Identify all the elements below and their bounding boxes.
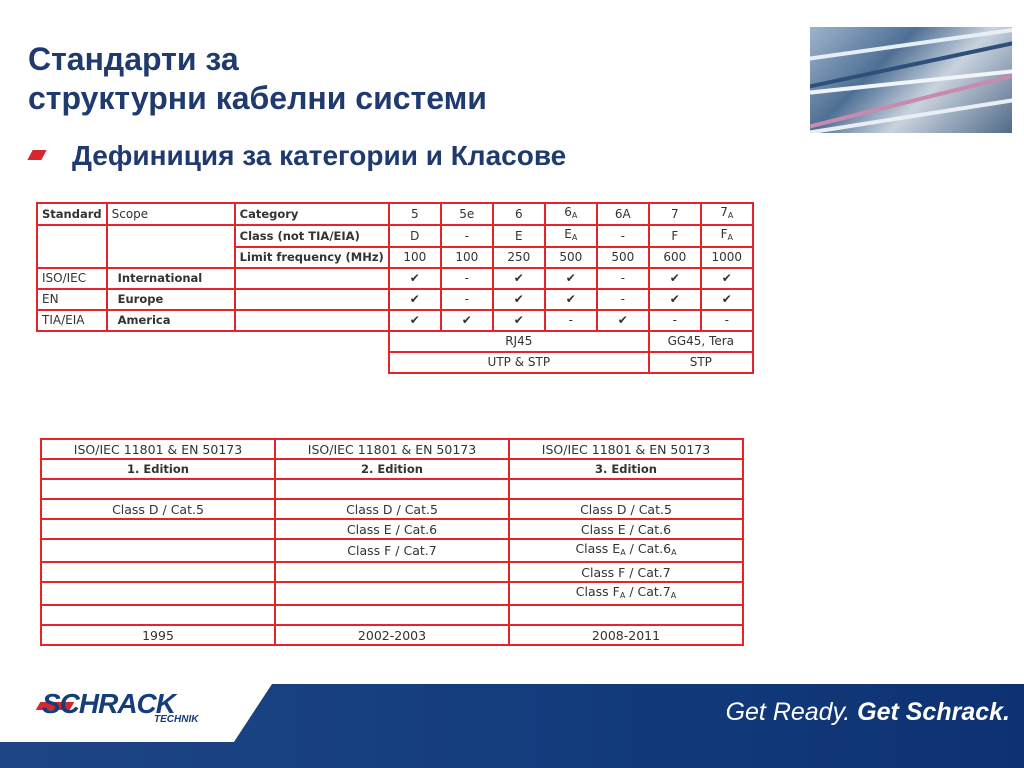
category-value: 6 [514,206,523,221]
edition-table [40,438,744,646]
category-sub: A [571,211,578,220]
standard-cell: ISO/IEC [37,268,107,289]
category-value: 5e [459,206,475,221]
cabling-photo [810,27,1012,133]
table-row [37,352,753,373]
standard-cell: EN [37,289,107,310]
cat-sub: A [671,548,677,557]
class-entry: Class F / Cat.7 [509,562,743,582]
support-mark: - [597,289,649,310]
class-entry: Class E / Cat.6 [275,519,509,539]
empty-cell [275,562,509,582]
empty-cell [509,479,743,499]
table-row [41,479,743,499]
empty-cell [41,605,275,625]
empty-cell [275,479,509,499]
edition-header: ISO/IEC 11801 & EN 50173 [41,439,275,459]
class-cell [441,225,493,247]
title-line-1: Стандарти за [28,41,239,77]
frequency-cell: 250 [493,247,545,268]
support-mark: - [649,310,701,331]
slogan [726,698,1010,727]
frequency-cell: 500 [545,247,597,268]
frequency-cell: 100 [441,247,493,268]
support-mark: ✔ [493,268,545,289]
support-mark: ✔ [493,289,545,310]
cable-cell: UTP & STP [389,352,649,373]
header-scope: Scope [107,203,235,225]
empty-cell [509,605,743,625]
year-cell: 1995 [41,625,275,645]
table-row [37,310,753,331]
category-cell [545,203,597,225]
logo-main-text: SCHRACK [42,688,175,719]
connector-cell: GG45, Tera [649,331,753,352]
class-sub: A [619,591,626,600]
class-value: - [464,228,469,243]
class-cell [597,225,649,247]
category-cell [493,203,545,225]
class-cell [389,225,441,247]
scope-cell: America [107,310,235,331]
class-value: - [620,228,625,243]
header-frequency: Limit frequency (MHz) [235,247,389,268]
support-mark: ✔ [545,289,597,310]
category-value: 7 [670,206,679,221]
table-row [37,289,753,310]
table-row [37,268,753,289]
frequency-cell: 100 [389,247,441,268]
table-row [41,605,743,625]
class-cell [493,225,545,247]
edition-header: ISO/IEC 11801 & EN 50173 [509,439,743,459]
subtitle: Дефиниция за категории и Класове [72,140,567,171]
category-value: 7 [720,205,728,219]
year-cell: 2002-2003 [275,625,509,645]
page-title [28,40,487,118]
cat-sub: A [670,591,677,600]
frequency-cell: 600 [649,247,701,268]
class-text: Class F [575,584,620,599]
class-entry: Class D / Cat.5 [41,499,275,519]
empty-cell [37,225,107,268]
empty-cell [275,582,509,605]
class-entry: Class F / Cat.7 [275,539,509,562]
category-cell [597,203,649,225]
empty-cell [235,268,389,289]
support-mark: ✔ [389,289,441,310]
category-sub: A [727,211,734,220]
table-row [41,582,743,605]
table-row [41,459,743,479]
empty-cell [41,539,275,562]
class-sub: A [571,233,578,242]
support-mark: - [597,268,649,289]
support-mark: ✔ [441,310,493,331]
class-entry [509,582,743,605]
support-mark: ✔ [701,268,753,289]
table-row [41,499,743,519]
support-mark: ✔ [597,310,649,331]
class-value: F [720,227,728,241]
table-row [41,439,743,459]
category-value: 6 [564,205,572,219]
scope-cell: International [107,268,235,289]
table-row [41,625,743,645]
class-cell [649,225,701,247]
table-row [41,562,743,582]
support-mark: ✔ [649,268,701,289]
table-row [41,539,743,562]
edition-label: 3. Edition [509,459,743,479]
class-sub: A [727,233,733,242]
frequency-cell: 500 [597,247,649,268]
header-standard: Standard [37,203,107,225]
category-cell [441,203,493,225]
empty-cell [41,479,275,499]
class-sub: A [620,548,626,557]
cat-text: / Cat.6 [625,541,672,556]
class-entry: Class E / Cat.6 [509,519,743,539]
support-mark: ✔ [545,268,597,289]
bullet-icon [27,150,46,160]
edition-label: 2. Edition [275,459,509,479]
category-cell [389,203,441,225]
table-row [37,331,753,352]
empty-cell [235,289,389,310]
empty-cell [41,582,275,605]
spacer-cell [37,352,389,373]
support-mark: - [545,310,597,331]
table-row [37,225,753,247]
support-mark: ✔ [389,268,441,289]
empty-cell [41,562,275,582]
edition-label: 1. Edition [41,459,275,479]
spacer-cell [37,331,389,352]
empty-cell [235,310,389,331]
empty-cell [275,605,509,625]
class-value: E [564,227,572,241]
category-cell [649,203,701,225]
empty-cell [107,225,235,268]
class-cell [701,225,753,247]
slogan-light: Get Ready. [725,698,851,726]
category-value: 5 [410,206,419,221]
class-cell [545,225,597,247]
table-row [41,519,743,539]
class-value: F [671,228,679,243]
edition-header: ISO/IEC 11801 & EN 50173 [275,439,509,459]
category-value: 6A [614,206,631,221]
slogan-bold: Get Schrack. [857,698,1010,726]
support-mark: - [441,268,493,289]
class-value: E [515,228,523,243]
table-row [37,203,753,225]
class-entry: Class D / Cat.5 [509,499,743,519]
support-mark: ✔ [701,289,753,310]
class-entry [509,539,743,562]
class-entry: Class D / Cat.5 [275,499,509,519]
class-text: Class E [575,541,621,556]
cable-cell: STP [649,352,753,373]
cat-text: / Cat.7 [625,584,671,599]
header-category: Category [235,203,389,225]
connector-cell: RJ45 [389,331,649,352]
year-cell: 2008-2011 [509,625,743,645]
frequency-cell: 1000 [701,247,753,268]
support-mark: ✔ [389,310,441,331]
logo-sub-text: TECHNIK [154,714,199,725]
class-value: D [410,228,420,243]
schrack-logo [42,688,222,728]
support-mark: - [441,289,493,310]
title-line-2: структурни кабелни системи [28,80,487,116]
header-class: Class (not TIA/EIA) [235,225,389,247]
scope-cell: Europe [107,289,235,310]
empty-cell [41,519,275,539]
category-cell [701,203,753,225]
category-table [36,202,754,374]
standard-cell: TIA/EIA [37,310,107,331]
support-mark: ✔ [649,289,701,310]
support-mark: ✔ [493,310,545,331]
support-mark: - [701,310,753,331]
